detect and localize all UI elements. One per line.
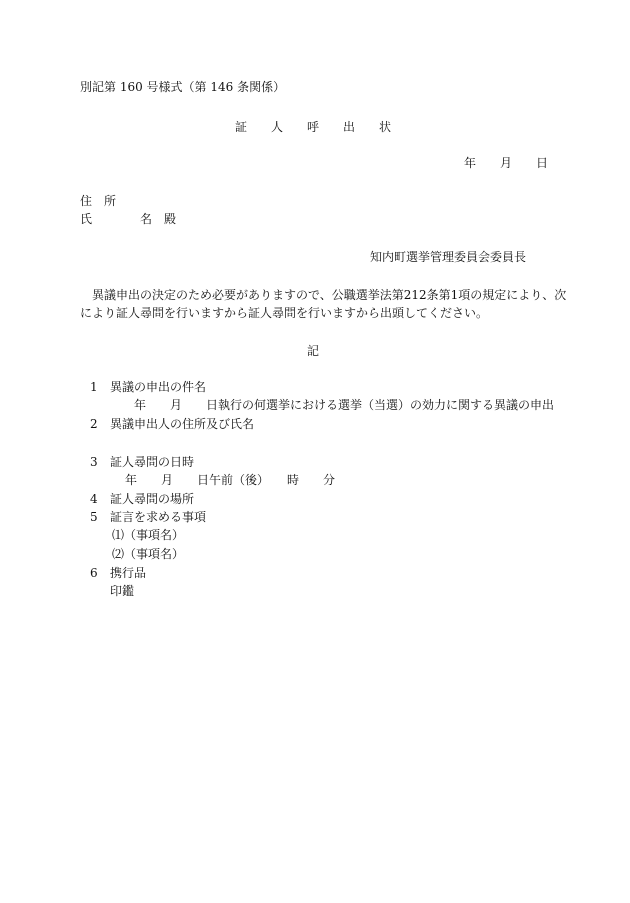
item-number: 1 [90, 380, 98, 394]
ki-heading: 記 [307, 344, 320, 358]
date-line: 年 月 日 [464, 156, 549, 170]
item-number: 2 [90, 417, 98, 431]
item-detail: 印鑑 [110, 584, 135, 598]
name-label: 氏 名 殿 [80, 212, 177, 226]
item-number: 5 [90, 510, 98, 524]
item-label: 携行品 [110, 566, 147, 580]
address-label: 住 所 [80, 194, 117, 208]
item-number: 3 [90, 455, 98, 469]
item-detail: 年 月 日午前（後） 時 分 [125, 473, 336, 487]
body-text-line-2: により証人尋問を行いますから証人尋問を行いますから出頭してください。 [80, 306, 489, 320]
item-label: 証人尋問の場所 [110, 492, 195, 506]
item-label: 異議の申出の件名 [110, 380, 207, 394]
item-label: 証言を求める事項 [110, 510, 207, 524]
item-subitem: ⑵（事項名） [112, 547, 185, 561]
document-title: 証 人 呼 出 状 [235, 120, 392, 134]
issuer-title: 知内町選挙管理委員会委員長 [370, 250, 527, 264]
item-subitem: ⑴（事項名） [112, 528, 185, 542]
item-number: 4 [90, 492, 98, 506]
item-detail: 年 月 日執行の何選挙における選挙（当選）の効力に関する異議の申出 [134, 398, 555, 412]
body-text-line-1: 異議申出の決定のため必要がありますので、公職選挙法第212条第1項の規定により、次 [92, 288, 567, 302]
item-label: 異議申出人の住所及び氏名 [110, 417, 255, 431]
form-number: 別記第 160 号様式（第 146 条関係） [80, 80, 286, 94]
item-label: 証人尋問の日時 [110, 455, 195, 469]
item-number: 6 [90, 566, 98, 580]
